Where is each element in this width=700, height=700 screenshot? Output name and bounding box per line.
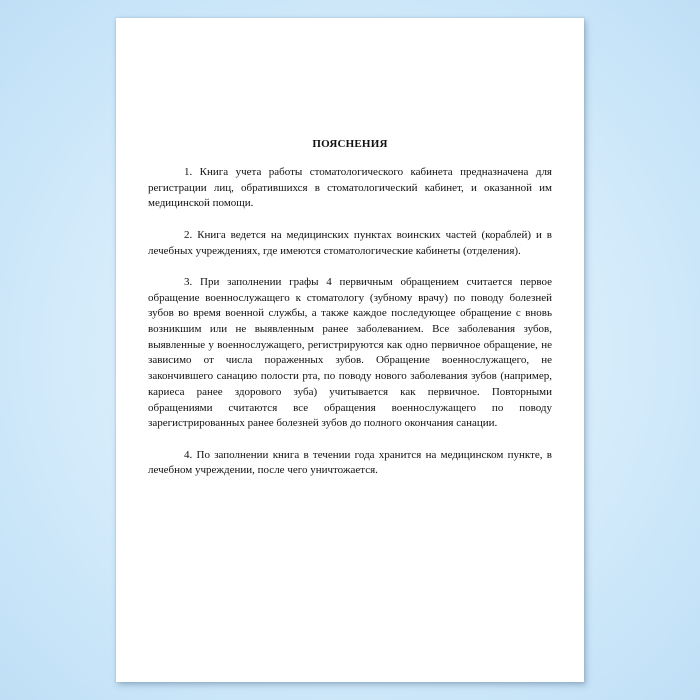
paragraph-1: 1. Книга учета работы стоматологического кабинета предназначена для регистрации лиц, обратившихся в стоматологический кабинет, и оказанной им медицинской помощи. xyxy=(148,166,552,210)
document-page xyxy=(116,18,584,682)
paragraph-2: 2. Книга ведется на медицинских пунктах воинских частей (кораблей) и в лечебных учреждениях, где имеются стоматологические кабинеты (отделения). xyxy=(148,228,552,257)
paragraph-4: 4. По заполнении книга в течении года хранится на медицинском пункте, в лечебном учреждении, после чего уничтожается. xyxy=(148,448,552,477)
page-title: ПОЯСНЕНИЯ xyxy=(312,138,388,150)
paragraph-3: 3. При заполнении графы 4 первичным обращением считается первое обращение военнослужащего к стоматологу (зубному врачу) по поводу болезней зубов во время военной службы, а также каждое последующее обращение с вновь возникшим или не выявленным ранее заболеванием. Все заболевания зубов, выявленные у военнослужащего, регистрируются как одно первичное обращение, не зависимо от числа пораженных зубов. Обращение военнослужащего, не закончившего санацию полости рта, по поводу нового заболевания зубов (например, кариеса ранее здорового зуба) учитывается как первичное. Повторными обращениями считаются все обращения военнослужащего по поводу зарегистрированных ранее болезней зубов до полного окончания санации. xyxy=(148,275,552,430)
